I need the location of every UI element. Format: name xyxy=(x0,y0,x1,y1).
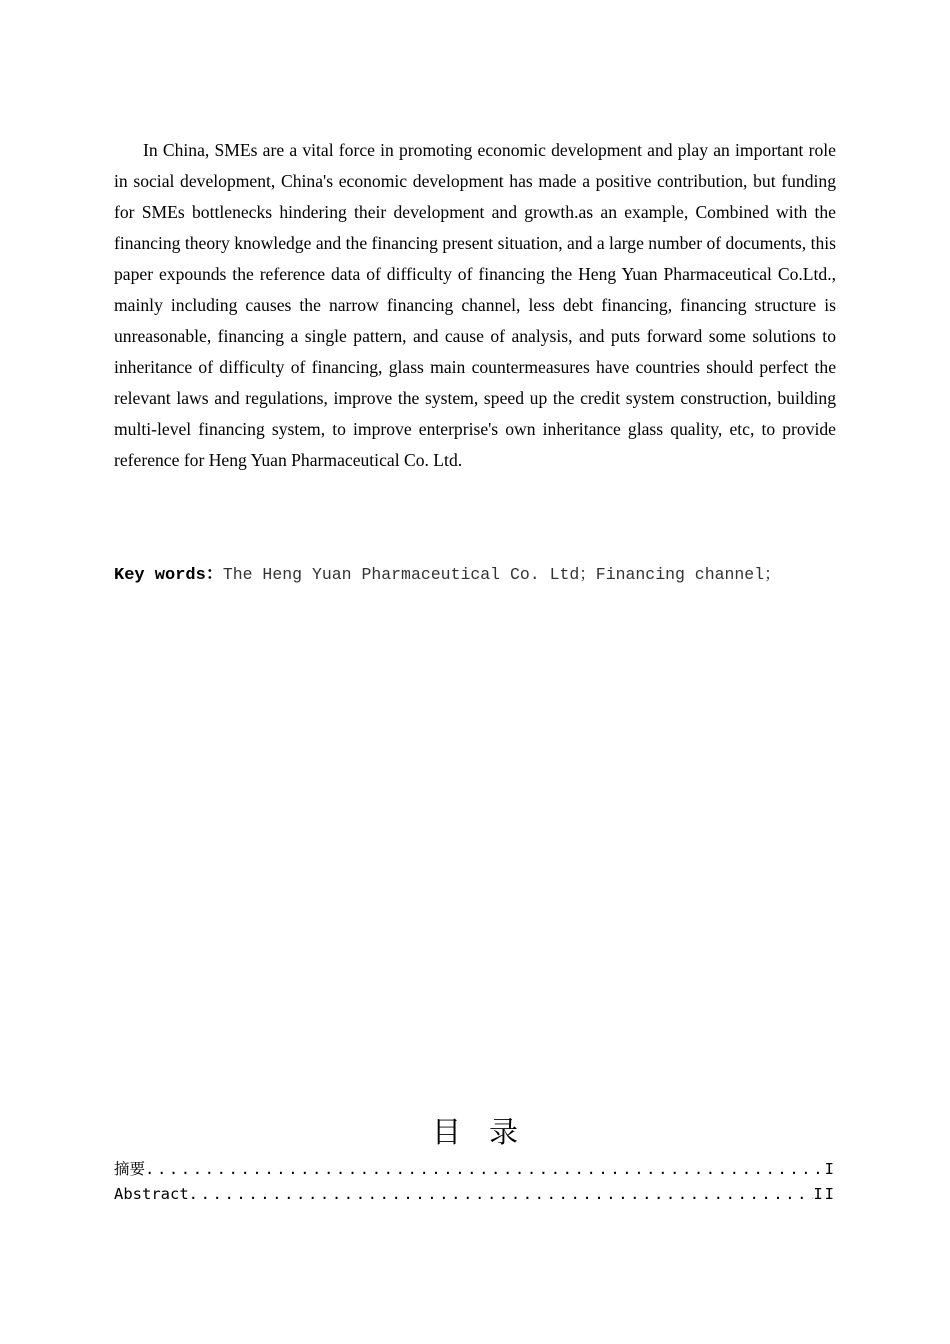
toc-dot-leader xyxy=(145,1157,825,1182)
keywords-line xyxy=(114,562,836,588)
toc-dot-leader xyxy=(189,1182,814,1207)
table-of-contents xyxy=(114,1157,836,1207)
abstract-body-text: In China, SMEs are a vital force in promoting economic development and play an important role in social development, China's economic development has made a positive contribution, but funding for SMEs bottlenecks hindering their development and growth.as an example, Combined with the financing theory knowledge and the financing present situation, and a large number of documents, this paper expounds the reference data of difficulty of financing the Heng Yuan Pharmaceutical Co.Ltd., mainly including causes the narrow financing channel, less debt financing, financing structure is unreasonable, financing a single pattern, and cause of analysis, and puts forward some solutions to inheritance of difficulty of financing, glass main countermeasures have countries should perfect the relevant laws and regulations, improve the system, speed up the credit system construction, building multi-level financing system, to improve enterprise's own inheritance glass quality, etc, to provide reference for Heng Yuan Pharmaceutical Co. Ltd. xyxy=(114,140,836,470)
keywords-values: The Heng Yuan Pharmaceutical Co. Ltd；Financing channel； xyxy=(222,565,781,584)
toc-entry-page-number: II xyxy=(813,1185,836,1203)
keywords-label: Key words： xyxy=(114,566,223,585)
toc-title: 目录 xyxy=(431,1115,546,1149)
toc-entry-abstract-cn[interactable] xyxy=(114,1157,836,1182)
toc-entry-page-number: I xyxy=(824,1160,836,1178)
toc-entry-abstract-en[interactable] xyxy=(114,1182,836,1207)
toc-entry-label: 摘要 xyxy=(114,1160,146,1178)
toc-entry-label: Abstract xyxy=(114,1185,189,1203)
